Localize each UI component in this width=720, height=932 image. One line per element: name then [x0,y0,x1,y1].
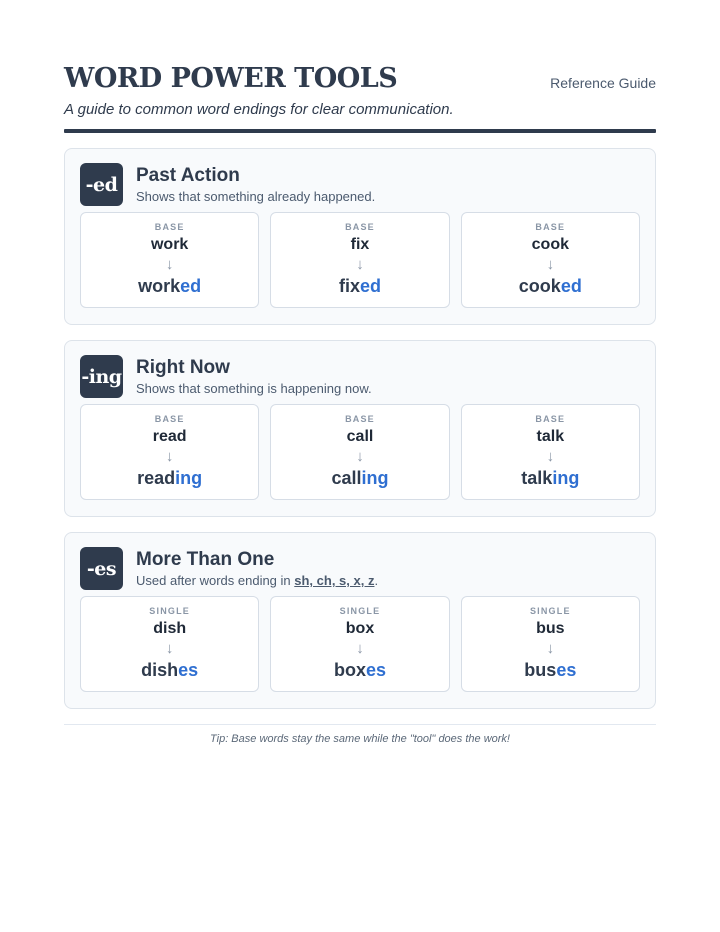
example-card [461,596,640,692]
result-suffix: es [556,660,577,680]
result-stem: dish [141,660,179,680]
result-word [462,658,639,682]
example-card [80,404,259,500]
result-stem: bus [524,660,557,680]
result-suffix: es [365,660,387,680]
result-suffix: ing [361,468,389,488]
result-word [462,466,639,490]
base-word: bus [536,620,565,637]
section-description: Shows that something already happened. [136,189,376,204]
header-divider [64,129,656,133]
card-label: BASE [154,414,185,424]
word-endings-list: sh, ch, s, x, z [294,573,375,588]
result-suffix: ing [552,468,580,488]
base-word: box [345,620,375,637]
result-stem: call [331,468,362,488]
section-more-than-one [64,532,656,709]
arrow-down-icon: ↓ [165,448,174,465]
example-card [461,404,640,500]
arrow-down-icon: ↓ [546,640,555,657]
example-cards [80,596,640,692]
base-word: read [152,428,187,445]
result-word [271,466,448,490]
card-label: SINGLE [149,606,191,616]
section-title: More Than One [136,549,275,570]
page-subtitle: A guide to common word endings for clear communication. [64,101,454,118]
card-label: BASE [535,414,566,424]
section-header [80,163,640,207]
result-stem: talk [521,468,553,488]
result-stem: cook [518,276,561,296]
example-card [270,596,449,692]
section-description: Used after words ending in sh, ch, s, x, z. [136,573,379,588]
arrow-down-icon: ↓ [356,256,364,273]
suffix-badge: -es [80,547,123,590]
result-word [271,274,448,298]
base-word: talk [536,428,565,445]
arrow-down-icon: ↓ [356,448,364,465]
result-suffix: ing [175,468,203,488]
base-word: dish [153,620,187,637]
example-card [461,212,640,308]
result-suffix: ed [359,276,381,296]
result-word [462,274,639,298]
example-cards [80,212,640,308]
card-label: BASE [154,222,185,232]
example-card [80,596,259,692]
footer-divider [64,724,656,725]
suffix-badge: -ing [80,355,123,398]
result-stem: work [138,276,181,296]
result-suffix: ed [560,276,582,296]
card-label: SINGLE [529,606,571,616]
result-stem: read [137,468,176,488]
card-label: BASE [535,222,566,232]
section-header [80,355,640,399]
header [64,0,656,133]
result-word [81,658,258,682]
suffix-badge: -ed [80,163,123,206]
arrow-down-icon: ↓ [165,640,174,657]
result-suffix: es [178,660,199,680]
example-card [80,212,259,308]
arrow-down-icon: ↓ [546,256,555,273]
result-stem: box [333,660,366,680]
section-past-action [64,148,656,325]
base-word: cook [531,236,569,253]
section-right-now [64,340,656,517]
arrow-down-icon: ↓ [356,640,364,657]
base-word: call [346,428,374,445]
section-header [80,547,640,591]
section-title: Past Action [136,165,240,186]
section-description: Shows that something is happening now. [136,381,372,396]
base-word: fix [350,236,370,253]
card-label: SINGLE [339,606,381,616]
example-card [270,212,449,308]
result-word [81,466,258,490]
example-card [270,404,449,500]
card-label: BASE [345,222,375,232]
card-label: BASE [345,414,375,424]
arrow-down-icon: ↓ [165,256,174,273]
page-title: WORD POWER TOOLS [64,63,398,94]
footer-tip: Tip: Base words stay the same while the "tool" does the work! [210,733,510,745]
reference-label: Reference Guide [550,75,656,91]
example-cards [80,404,640,500]
result-suffix: ed [180,276,202,296]
section-title: Right Now [136,357,230,378]
result-word [81,274,258,298]
base-word: work [150,236,189,253]
arrow-down-icon: ↓ [546,448,555,465]
result-stem: fix [338,276,360,296]
result-word [271,658,448,682]
